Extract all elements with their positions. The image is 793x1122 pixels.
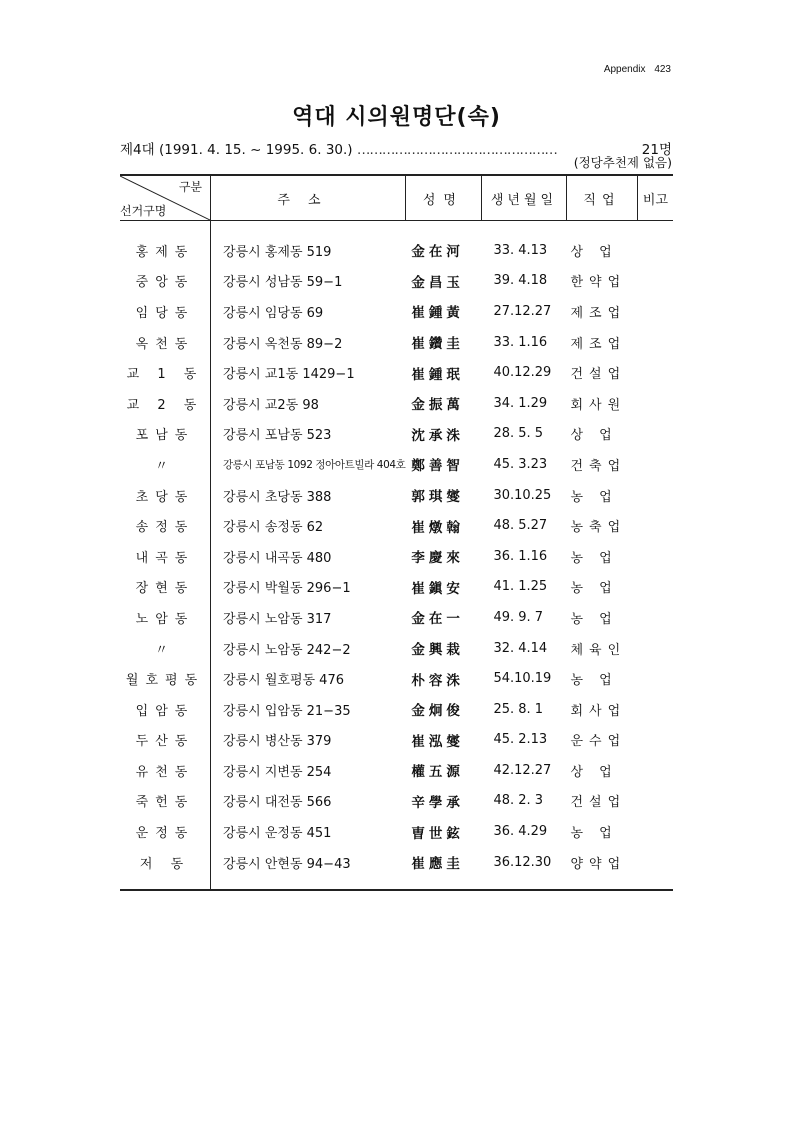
table-row [120,755,673,786]
job-cell: 건축업 [570,458,627,474]
district-cell: 월호평동 [125,673,205,689]
birth-cell: 39. 4.18 [493,273,548,289]
remark-cell [637,694,673,725]
job-cell: 농 업 [570,581,618,597]
address-cell: 강릉시 내곡동 480 [211,541,406,572]
job-cell: 건설업 [570,367,627,383]
job-cell: 농축업 [570,520,627,536]
district-cell: 입암동 [135,703,195,719]
remark-cell [637,357,673,388]
header-birth: 생년월일 [481,175,566,221]
district-cell: 장현동 [135,581,195,597]
name-cell: 鄭善智 [411,458,464,475]
birth-cell: 54.10.19 [493,671,552,687]
district-cell: 유천동 [135,764,195,780]
remark-cell [637,266,673,297]
job-cell: 농 업 [570,550,618,566]
address-cell: 강릉시 교1동 1429−1 [211,357,406,388]
birth-cell: 33. 1.16 [493,334,548,350]
table-row [120,221,673,266]
table-row [120,419,673,450]
name-cell: 崔燉翰 [411,519,464,536]
remark-cell [637,786,673,817]
address-cell: 강릉시 포남동 523 [211,419,406,450]
district-cell: 교 2 동 [126,397,204,413]
table-row [120,480,673,511]
remark-cell [637,480,673,511]
remark-cell [637,816,673,847]
header-district: 선거구명 [120,204,167,218]
district-cell: 옥천동 [135,336,195,352]
party-note: (정당추천제 없음) [573,155,672,170]
remark-cell [637,633,673,664]
name-cell: 金在河 [411,244,464,261]
table-row [120,449,673,480]
job-cell: 농 업 [570,826,618,842]
header-name: 성명 [405,175,481,221]
birth-cell: 48. 5.27 [493,518,548,534]
member-count: 21명 [638,138,672,158]
remark-cell [637,602,673,633]
job-cell: 회사원 [570,397,627,413]
address-cell: 강릉시 박월동 296−1 [211,572,406,603]
job-cell: 제조업 [570,336,627,352]
section-label: Appendix [603,64,646,75]
address-cell: 강릉시 노암동 242−2 [211,633,406,664]
name-cell: 崔鍾珉 [411,366,464,383]
name-cell: 崔應圭 [411,856,464,873]
district-cell: 두산동 [135,734,195,750]
district-cell: 죽헌동 [135,795,195,811]
district-cell: 저 동 [139,856,191,872]
header-remark: 비고 [637,175,673,221]
birth-cell: 28. 5. 5 [493,426,544,442]
remark-cell [637,419,673,450]
address-cell: 강릉시 월호평동 476 [211,663,406,694]
table-row [120,786,673,817]
table-row [120,847,673,878]
name-cell: 崔泓燮 [411,733,464,750]
job-cell: 양약업 [570,856,627,872]
term-label: 제4대 (1991. 4. 15. ~ 1995. 6. 30.) [120,142,353,158]
job-cell: 농 업 [570,673,618,689]
birth-cell: 42.12.27 [493,762,552,778]
table-row [120,510,673,541]
birth-cell: 45. 3.23 [493,456,548,472]
job-cell: 상 업 [570,764,618,780]
job-cell: 체육인 [570,642,627,658]
district-cell: 임당동 [135,305,195,321]
district-cell: 홍제동 [135,244,195,260]
name-cell: 金昌玉 [411,274,464,291]
name-cell: 金興栽 [411,642,464,659]
birth-cell: 40.12.29 [493,365,552,381]
job-cell: 건설업 [570,795,627,811]
name-cell: 朴容洙 [411,672,464,689]
name-cell: 金振萬 [411,397,464,414]
remark-cell [637,541,673,572]
address-cell: 강릉시 운정동 451 [211,816,406,847]
name-cell: 郭琪燮 [411,489,464,506]
diagonal-header-cell [120,175,211,221]
table-row [120,602,673,633]
district-cell: 교 1 동 [126,367,204,383]
district-cell: 운정동 [135,826,195,842]
remark-cell [637,663,673,694]
address-cell: 강릉시 임당동 69 [211,296,406,327]
address-cell: 강릉시 성남동 59−1 [211,266,406,297]
table-row [120,327,673,358]
table-row [120,296,673,327]
job-cell: 농 업 [570,611,618,627]
table-row [120,816,673,847]
table-row [120,663,673,694]
address-cell: 강릉시 옥천동 89−2 [211,327,406,358]
address-cell: 강릉시 입암동 21−35 [211,694,406,725]
header-row [120,175,673,221]
name-cell: 權五源 [411,764,464,781]
header-job: 직업 [566,175,637,221]
table-row [120,572,673,603]
page-header [598,64,671,75]
birth-cell: 45. 2.13 [493,732,548,748]
birth-cell: 36. 4.29 [493,824,548,840]
birth-cell: 36.12.30 [493,854,552,870]
column-divider [210,220,211,889]
job-cell: 상 업 [570,428,618,444]
birth-cell: 34. 1.29 [493,395,548,411]
remark-cell [637,449,673,480]
district-cell: 초당동 [135,489,195,505]
district-cell: 포남동 [135,428,195,444]
address-cell: 강릉시 송정동 62 [211,510,406,541]
remark-cell [637,725,673,756]
address-cell: 강릉시 초당동 388 [211,480,406,511]
name-cell: 沈承洙 [411,427,464,444]
address-cell: 강릉시 지변동 254 [211,755,406,786]
district-cell: 노암동 [135,611,195,627]
remark-cell [637,755,673,786]
header-category: 구분 [178,180,203,194]
roster-body [120,221,673,878]
birth-cell: 36. 1.16 [493,548,548,564]
district-cell: 〃 [155,642,176,658]
job-cell: 농 업 [570,489,618,505]
job-cell: 회사업 [570,703,627,719]
name-cell: 崔鎭安 [411,580,464,597]
name-cell: 金炯俊 [411,703,464,720]
birth-cell: 27.12.27 [493,303,552,319]
page-number: 423 [654,64,671,75]
birth-cell: 33. 4.13 [493,242,548,258]
name-cell: 辛學承 [411,794,464,811]
name-cell: 李慶來 [411,550,464,567]
district-cell: 송정동 [135,520,195,536]
job-cell: 운수업 [570,734,627,750]
remark-cell [637,221,673,266]
remark-cell [637,388,673,419]
name-cell: 崔鍾黃 [411,305,464,322]
job-cell: 상 업 [570,244,618,260]
leader-dots: ………………………………………… [356,142,557,158]
remark-cell [637,510,673,541]
name-cell: 金在一 [411,611,464,628]
address-cell: 강릉시 안현동 94−43 [211,847,406,878]
address-cell: 강릉시 노암동 317 [211,602,406,633]
page-title: 역대 시의원명단(속) [292,105,501,130]
name-cell: 崔鑽圭 [411,336,464,353]
district-cell: 중앙동 [135,275,195,291]
address-cell: 강릉시 홍제동 519 [211,221,406,266]
birth-cell: 48. 2. 3 [493,793,544,809]
table-row [120,725,673,756]
table-row [120,388,673,419]
district-cell: 내곡동 [135,550,195,566]
table-row [120,694,673,725]
birth-cell: 30.10.25 [493,487,552,503]
table-row [120,266,673,297]
header-address: 주소 [211,175,406,221]
address-cell: 강릉시 병산동 379 [211,725,406,756]
council-roster-table [120,174,673,877]
district-cell: 〃 [155,458,176,474]
birth-cell: 32. 4.14 [493,640,548,656]
table-row [120,633,673,664]
birth-cell: 25. 8. 1 [493,701,544,717]
remark-cell [637,847,673,878]
table-row [120,541,673,572]
birth-cell: 49. 9. 7 [493,609,544,625]
birth-cell: 41. 1.25 [493,579,548,595]
remark-cell [637,296,673,327]
job-cell: 제조업 [570,305,627,321]
remark-cell [637,327,673,358]
name-cell: 曺世鉉 [411,825,464,842]
address-cell: 강릉시 대전동 566 [211,786,406,817]
remark-cell [637,572,673,603]
bottom-rule [120,889,673,891]
job-cell: 한약업 [570,275,627,291]
table-row [120,357,673,388]
address-cell: 강릉시 교2동 98 [211,388,406,419]
address-cell: 강릉시 포남동 1092 정아아트빌라 404호 [211,449,406,480]
